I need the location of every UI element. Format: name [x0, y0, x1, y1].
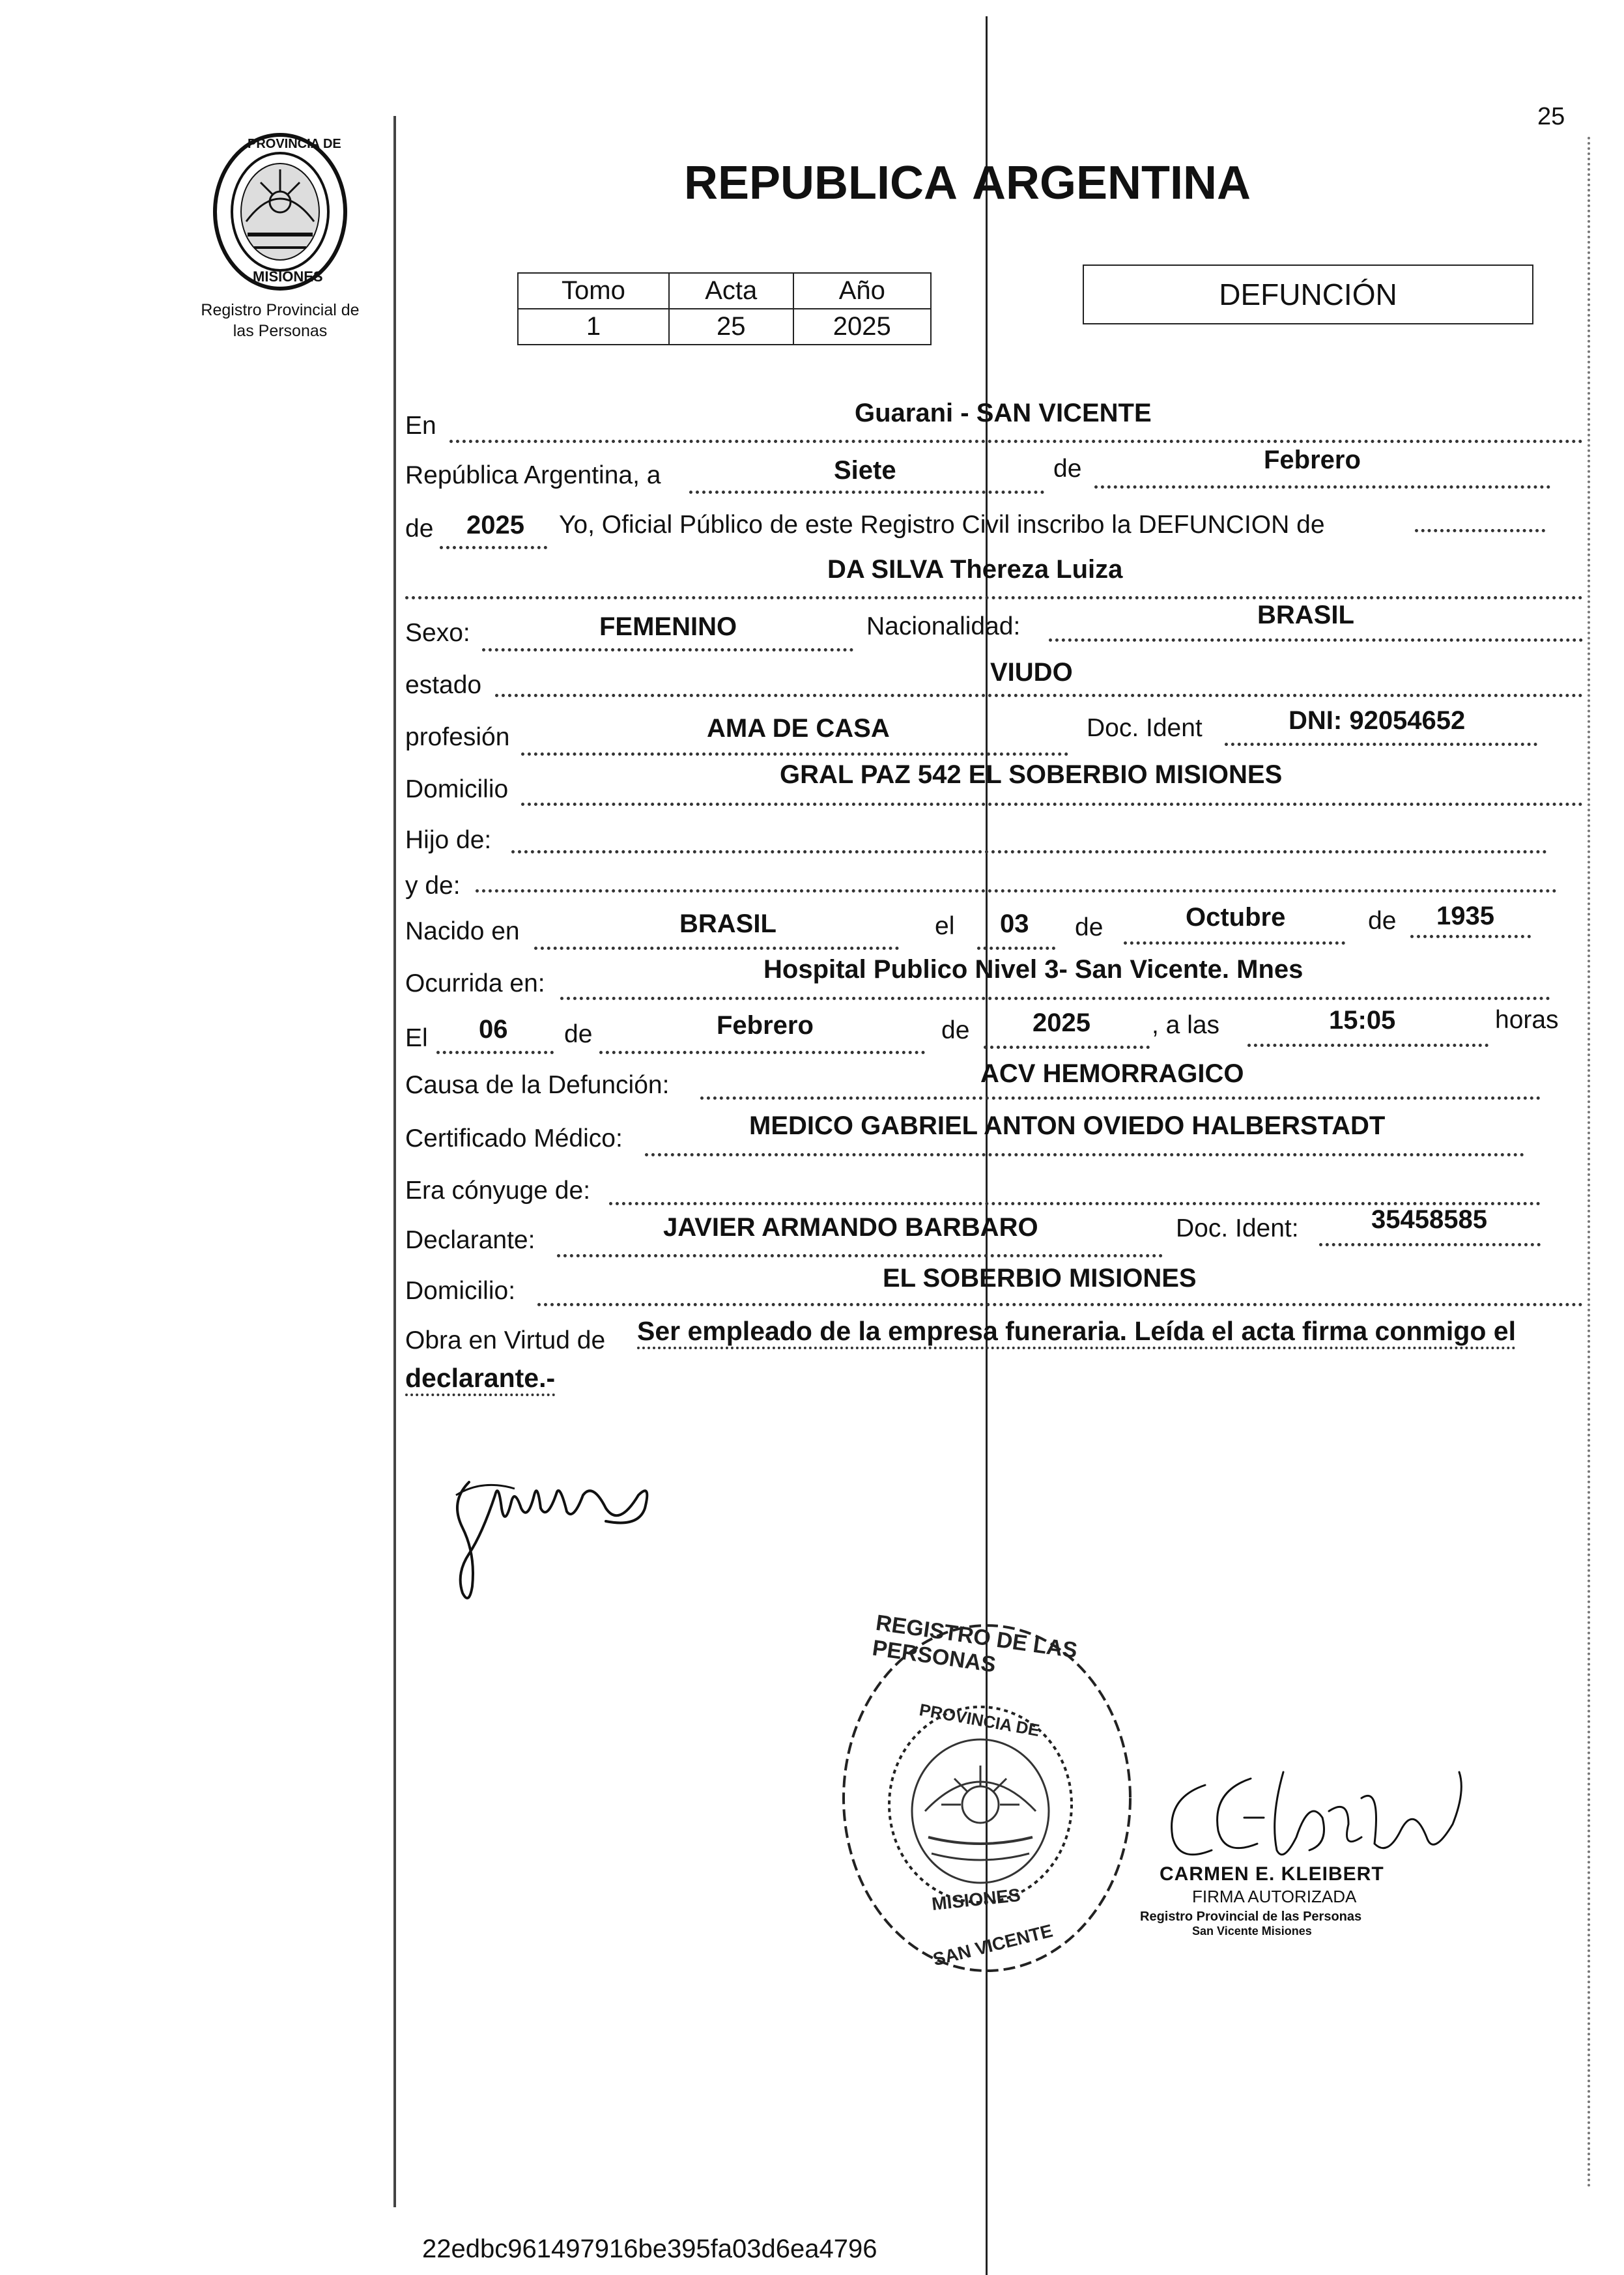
field-address: GRAL PAZ 542 EL SOBERBIO MISIONES	[780, 760, 1283, 789]
table-header-acta: Acta	[669, 273, 793, 309]
label-el: el	[935, 912, 955, 940]
stamp-inner-bottom: MISIONES	[930, 1884, 1022, 1915]
table-header-anio: Año	[793, 273, 931, 309]
dotted-line	[537, 1303, 1583, 1306]
field-certificate: MEDICO GABRIEL ANTON OVIEDO HALBERSTADT	[749, 1111, 1386, 1140]
dotted-line	[1094, 485, 1550, 489]
authorized-signature-drawing	[1153, 1759, 1492, 1870]
label-doc-ident-2: Doc. Ident:	[1176, 1214, 1299, 1242]
dotted-line	[1319, 1243, 1541, 1246]
field-place: Guarani - SAN VICENTE	[855, 399, 1152, 427]
field-death-place: Hospital Publico Nivel 3- San Vicente. Mnes	[763, 955, 1303, 984]
registry-name-line2: las Personas	[233, 322, 328, 340]
label-hijo-de: Hijo de:	[405, 826, 492, 854]
field-civil-status: VIUDO	[990, 658, 1073, 687]
dotted-line	[689, 491, 1044, 494]
dotted-line	[1415, 529, 1545, 532]
dotted-line	[560, 997, 1550, 1000]
field-year: 2025	[466, 511, 524, 539]
table-value-acta: 25	[669, 309, 793, 345]
registry-name-line1: Registro Provincial de	[201, 301, 360, 319]
left-margin-line	[393, 116, 396, 2207]
signatory-office-line2: San Vicente Misiones	[1192, 1924, 1312, 1938]
field-occupation: AMA DE CASA	[707, 714, 890, 743]
dotted-line	[534, 947, 899, 950]
label-en: En	[405, 412, 436, 440]
dotted-line	[495, 694, 1583, 697]
record-table	[517, 272, 932, 345]
label-nacionalidad: Nacionalidad:	[866, 612, 1021, 640]
dotted-line	[1247, 1044, 1489, 1047]
label-a-las: , a las	[1152, 1011, 1220, 1039]
dotted-line	[645, 1153, 1524, 1156]
registry-logo	[208, 130, 352, 293]
dotted-line	[521, 803, 1583, 806]
logo-text-bottom: MISIONES	[253, 268, 323, 285]
label-de-birth-month: de	[1075, 913, 1104, 941]
dotted-line	[977, 947, 1055, 950]
field-death-day: 06	[479, 1015, 508, 1044]
field-death-month: Febrero	[717, 1011, 814, 1040]
stamp-ring-top: REGISTRO DE LAS PERSONAS	[870, 1610, 1079, 1678]
label-de-death-year: de	[941, 1016, 970, 1044]
page-title	[684, 156, 1251, 210]
dotted-line	[476, 889, 1557, 893]
field-birth-month: Octubre	[1186, 903, 1286, 932]
label-doc-ident: Doc. Ident	[1087, 714, 1203, 742]
page-number: 25	[1537, 103, 1565, 130]
table-value-tomo: 1	[518, 309, 669, 345]
signatory-name: CARMEN E. KLEIBERT	[1160, 1863, 1384, 1885]
field-birth-day: 03	[1000, 909, 1029, 938]
label-horas: horas	[1495, 1006, 1559, 1034]
field-declarant: JAVIER ARMANDO BARBARO	[663, 1213, 1038, 1242]
label-de-birth-year: de	[1368, 907, 1397, 935]
right-edge-line	[1588, 137, 1590, 2189]
logo-text-top: PROVINCIA DE	[248, 137, 341, 151]
authorized-signature	[1153, 1759, 1492, 1870]
dotted-line	[1049, 638, 1583, 642]
title-republica: REPUBLICA	[684, 157, 958, 209]
label-declarante: Declarante:	[405, 1226, 535, 1254]
registry-name	[169, 300, 391, 341]
field-birth-place: BRASIL	[679, 909, 776, 938]
field-death-time: 15:05	[1329, 1006, 1396, 1035]
dotted-line	[1410, 935, 1531, 938]
title-argentina: ARGENTINA	[972, 157, 1251, 209]
field-declarant-doc: 35458585	[1371, 1205, 1487, 1234]
field-declarant-address: EL SOBERBIO MISIONES	[883, 1264, 1197, 1293]
field-deceased-name: DA SILVA Thereza Luiza	[827, 555, 1123, 584]
label-de-year: de	[405, 515, 434, 543]
official-stamp	[834, 1610, 1140, 1981]
field-obra-line1: Ser empleado de la empresa funeraria. Leída el acta firma conmigo el	[637, 1316, 1516, 1349]
label-sexo: Sexo:	[405, 619, 470, 647]
label-certificado: Certificado Médico:	[405, 1124, 623, 1152]
dotted-line	[1124, 941, 1345, 945]
field-cause: ACV HEMORRAGICO	[980, 1059, 1244, 1088]
dotted-line	[1225, 743, 1537, 746]
dotted-line	[599, 1051, 925, 1054]
field-nationality: BRASIL	[1257, 601, 1354, 629]
dotted-line	[557, 1254, 1163, 1257]
document-type-box: DEFUNCIÓN	[1083, 265, 1533, 324]
label-ocurrida-en: Ocurrida en:	[405, 969, 545, 997]
declarant-signature	[443, 1456, 664, 1612]
field-death-year: 2025	[1033, 1009, 1090, 1037]
label-y-de: y de:	[405, 872, 461, 900]
label-republica: República Argentina, a	[405, 461, 661, 489]
stamp-inner-top: PROVINCIA DE	[917, 1700, 1042, 1741]
field-birth-year: 1935	[1436, 902, 1494, 930]
label-de-month: de	[1053, 455, 1082, 483]
label-conyuge: Era cónyuge de:	[405, 1177, 591, 1205]
dotted-line	[436, 1051, 554, 1054]
signatory-role: FIRMA AUTORIZADA	[1192, 1887, 1357, 1906]
signatory-office-line1: Registro Provincial de las Personas	[1140, 1910, 1362, 1924]
dotted-line	[449, 440, 1583, 443]
field-day-word: Siete	[834, 456, 896, 485]
stamp-ring-bottom: SAN VICENTE	[930, 1920, 1055, 1970]
label-de-death-month: de	[564, 1020, 593, 1048]
label-domicilio-2: Domicilio:	[405, 1277, 516, 1305]
label-el-cap: El	[405, 1024, 428, 1052]
label-domicilio: Domicilio	[405, 775, 509, 803]
dotted-line	[511, 850, 1547, 853]
label-estado: estado	[405, 671, 482, 699]
dotted-line	[700, 1096, 1541, 1100]
field-document: DNI: 92054652	[1289, 706, 1466, 735]
table-header-tomo: Tomo	[518, 273, 669, 309]
signatory-block	[1140, 1863, 1505, 1938]
label-yo-oficial: Yo, Oficial Público de este Registro Civil inscribo la DEFUNCION de	[559, 511, 1325, 539]
label-causa: Causa de la Defunción:	[405, 1071, 670, 1099]
dotted-line	[984, 1046, 1150, 1049]
footer-hash: 22edbc961497916be395fa03d6ea4796	[422, 2235, 877, 2263]
dotted-line	[521, 752, 1068, 756]
dotted-line	[440, 546, 547, 549]
declarant-signature-drawing	[443, 1456, 664, 1612]
label-nacido-en: Nacido en	[405, 917, 520, 945]
field-month: Febrero	[1264, 446, 1361, 474]
field-obra-line2: declarante.-	[405, 1363, 555, 1396]
field-sex: FEMENINO	[599, 612, 737, 641]
label-obra: Obra en Virtud de	[405, 1326, 606, 1354]
dotted-line	[482, 648, 853, 651]
dotted-line	[405, 596, 1583, 599]
label-profesion: profesión	[405, 723, 510, 751]
table-value-anio: 2025	[793, 309, 931, 345]
